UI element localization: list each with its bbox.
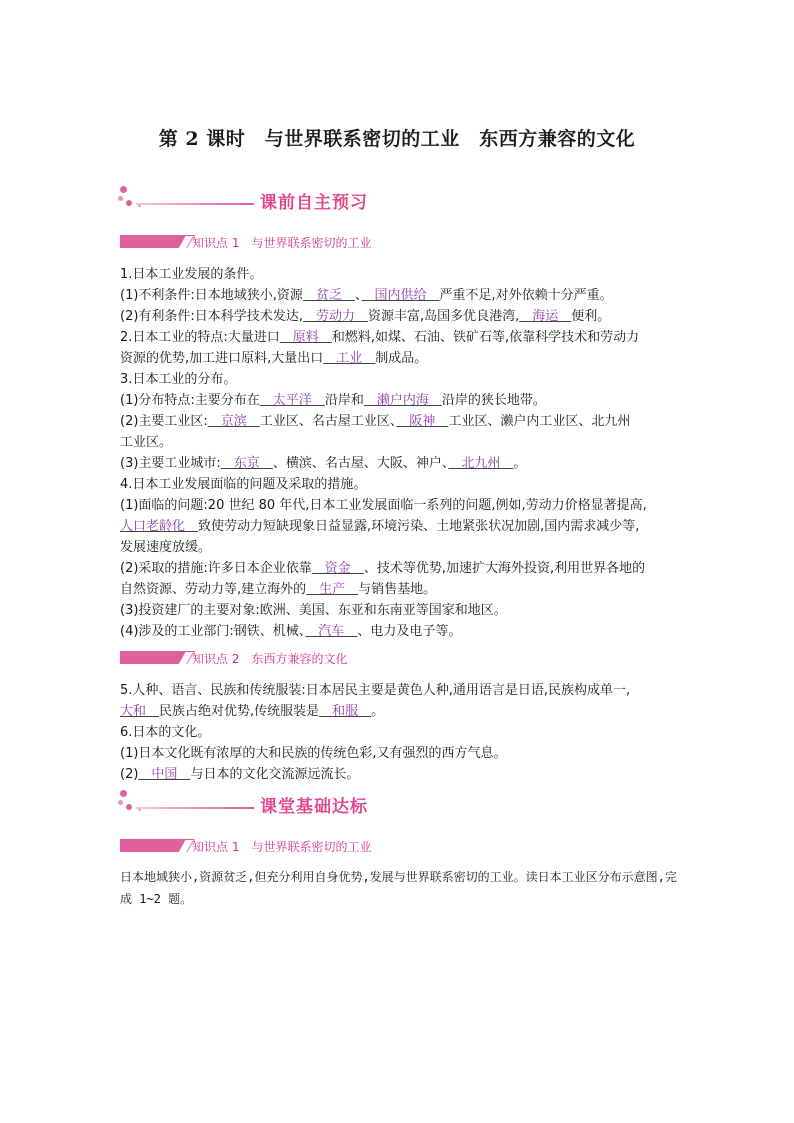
text-segment: 5.人种、语言、民族和传统服装:日本居民主要是黄色人种,通用语言是日语,民族构成单一, <box>120 683 631 698</box>
text-line <box>120 390 680 411</box>
kp-bar <box>120 235 168 248</box>
text-segment: 。 <box>513 456 527 471</box>
text-segment: 、横滨、名古屋、大阪、神户、 <box>272 456 449 471</box>
text-segment: (2)采取的措施:许多日本企业依靠 <box>120 561 312 576</box>
section-line <box>136 203 254 205</box>
text-line <box>120 537 680 558</box>
answer-blank: 阪神 <box>396 414 449 429</box>
text-segment: (2) <box>120 767 139 782</box>
answer-blank: 汽车 <box>305 624 358 639</box>
text-line <box>120 432 680 453</box>
answer-blank: 濑户内海 <box>363 393 442 408</box>
text-line <box>120 495 680 516</box>
answer-blank: 人口老龄化 <box>120 519 199 534</box>
text-line <box>120 764 680 785</box>
answer-blank: 和服 <box>319 704 372 719</box>
text-segment: 4.日本工业发展面临的问题及采取的措施。 <box>120 477 367 492</box>
text-line <box>120 743 680 764</box>
text-segment: 、电力及电子等。 <box>357 624 462 639</box>
text-segment: 资源丰富,岛国多优良港湾, <box>367 309 520 324</box>
knowledge-point-1 <box>120 234 540 250</box>
text-segment: 发展速度放缓。 <box>120 540 212 555</box>
kp-bar <box>120 839 168 852</box>
text-segment: 沿岸和 <box>324 393 364 408</box>
text-segment: 6.日本的文化。 <box>120 725 211 740</box>
text-line <box>120 474 680 495</box>
text-segment: (2)有利条件:日本科学技术发达, <box>120 309 303 324</box>
page-title: 第 2 课时 与世界联系密切的工业 东西方兼容的文化 <box>158 128 636 150</box>
section-title: 课堂基础达标 <box>260 797 368 817</box>
kp2-content <box>120 680 680 785</box>
text-line <box>120 285 680 306</box>
text-segment: 民族占绝对优势,传统服装是 <box>159 704 320 719</box>
text-line <box>120 558 680 579</box>
kp-title: 知识点 2 东西方兼容的文化 <box>192 652 348 666</box>
answer-blank: 生产 <box>306 582 359 597</box>
section-title: 课前自主预习 <box>260 193 368 213</box>
text-segment: (3)主要工业城市: <box>120 456 221 471</box>
answer-blank: 原料 <box>279 330 332 345</box>
section-header-practice <box>118 790 418 820</box>
text-segment: (4)涉及的工业部门:钢铁、机械、 <box>120 624 306 639</box>
text-segment: 2.日本工业的特点:大量进口 <box>120 330 280 345</box>
text-segment: 。 <box>371 704 385 719</box>
text-line <box>120 680 680 701</box>
text-segment: 便利。 <box>571 309 611 324</box>
text-segment: (1)日本文化既有浓厚的大和民族的传统色彩,又有强烈的西方气息。 <box>120 746 507 761</box>
kp-title: 知识点 1 与世界联系密切的工业 <box>192 840 372 854</box>
text-segment: 工业区。 <box>120 435 173 450</box>
text-segment: 制成品。 <box>375 351 428 366</box>
kp-title: 知识点 1 与世界联系密切的工业 <box>192 236 372 250</box>
text-line <box>120 600 680 621</box>
answer-blank: 海运 <box>519 309 572 324</box>
text-segment: (1)不利条件:日本地域狭小,资源 <box>120 288 303 303</box>
text-segment: 工业区、濑户内工业区、北九州 <box>448 414 631 429</box>
text-segment: 、 <box>354 288 362 303</box>
text-segment: (3)投资建厂的主要对象:欧洲、美国、东亚和东南亚等国家和地区。 <box>120 603 507 618</box>
section-line <box>136 807 254 809</box>
answer-blank: 贫乏 <box>302 288 355 303</box>
kp-bar <box>120 651 168 664</box>
answer-blank: 中国 <box>138 767 191 782</box>
knowledge-point-2 <box>120 650 540 666</box>
answer-blank: 国内供给 <box>361 288 440 303</box>
text-line <box>120 369 680 390</box>
answer-blank: 京滨 <box>207 414 260 429</box>
text-segment: 、技术等优势,加速扩大海外投资,利用世界各地的 <box>363 561 646 576</box>
text-segment: (2)主要工业区: <box>120 414 208 429</box>
text-segment: 工业区、名古屋工业区、 <box>259 414 397 429</box>
text-segment: 1.日本工业发展的条件。 <box>120 267 263 282</box>
text-segment: 严重不足,对外依赖十分严重。 <box>439 288 613 303</box>
text-line <box>120 722 680 743</box>
answer-blank: 太平洋 <box>259 393 325 408</box>
text-segment: 3.日本工业的分布。 <box>120 372 237 387</box>
answer-blank: 资金 <box>311 561 364 576</box>
text-segment: 自然资源、劳动力等,建立海外的 <box>120 582 307 597</box>
knowledge-point-1-practice <box>120 838 540 854</box>
text-segment: 与销售基地。 <box>358 582 437 597</box>
text-line <box>120 453 680 474</box>
answer-blank: 大和 <box>120 704 160 719</box>
text-line <box>120 264 680 285</box>
question-intro: 日本地域狭小,资源贫乏,但充分利用自身优势,发展与世界联系密切的工业。读日本工业区分布示意图,完成 1~2 题。 <box>120 870 677 906</box>
text-line <box>120 621 680 642</box>
answer-blank: 东京 <box>220 456 273 471</box>
text-segment: (1)面临的问题:20 世纪 80 年代,日本工业发展面临一系列的问题,例如,劳动力价格显著提高, <box>120 498 647 513</box>
text-segment: 资源的优势,加工进口原料,大量出口 <box>120 351 324 366</box>
text-line <box>120 348 680 369</box>
text-segment: 和燃料,如煤、石油、铁矿石等,依靠科学技术和劳动力 <box>331 330 640 345</box>
answer-blank: 工业 <box>323 351 376 366</box>
text-line <box>120 579 680 600</box>
text-segment: 致使劳动力短缺现象日益显露,环境污染、土地紧张状况加剧,国内需求减少等, <box>198 519 640 534</box>
answer-blank: 北九州 <box>448 456 514 471</box>
text-segment: (1)分布特点:主要分布在 <box>120 393 260 408</box>
text-line <box>120 516 680 537</box>
kp1-content <box>120 264 680 642</box>
text-line <box>120 701 680 722</box>
section-header-preview <box>118 186 418 216</box>
text-segment: 与日本的文化交流源远流长。 <box>190 767 360 782</box>
text-line <box>120 306 680 327</box>
answer-blank: 劳动力 <box>302 309 368 324</box>
text-line <box>120 411 680 432</box>
text-line <box>120 327 680 348</box>
text-segment: 沿岸的狭长地带。 <box>441 393 546 408</box>
